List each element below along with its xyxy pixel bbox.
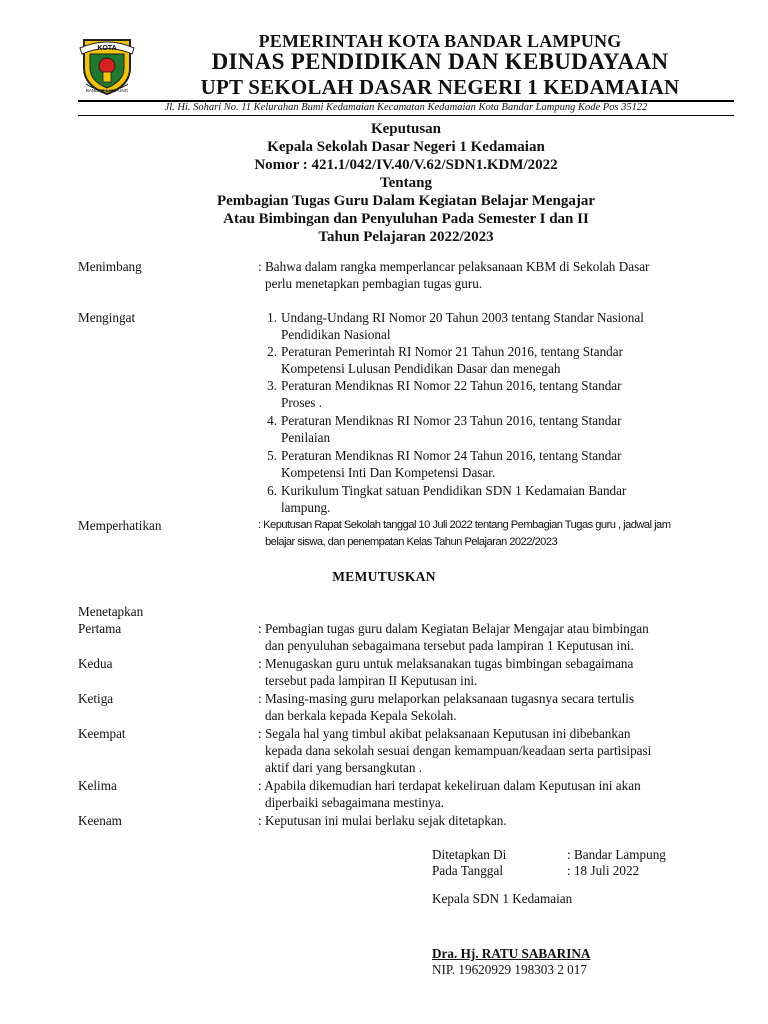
decree-subject-2: Atau Bimbingan dan Penyuluhan Pada Semester I dan II	[223, 211, 589, 227]
diktum-text: dan penyuluhan sebagaimana tersebut pada lampiran 1 Keputusan ini.	[265, 638, 634, 653]
diktum-text: aktif dari yang bersangkutan .	[265, 760, 423, 775]
ditetapkan-value: : Bandar Lampung	[567, 847, 666, 862]
diktum-label: Kelima	[78, 778, 117, 793]
diktum-label: Ketiga	[78, 691, 114, 706]
logo-text-top: KOTA	[97, 45, 117, 52]
item-line: Kurikulum Tingkat satuan Pendidikan SDN 1 Kedamaian Bandar	[281, 483, 627, 498]
mengingat-item	[267, 377, 736, 411]
diktum-text: : Apabila dikemudian hari terdapat kekeliruan dalam Keputusan ini akan	[258, 778, 641, 793]
mengingat-item	[267, 343, 736, 377]
diktum-label: Kedua	[78, 656, 113, 671]
diktum-text: dan berkala kepada Kepala Sekolah.	[265, 708, 457, 723]
item-number: 3.	[267, 378, 277, 393]
item-line: Kompetensi Inti Dan Kompetensi Dasar.	[281, 465, 496, 480]
item-line: Penilaian	[281, 430, 331, 445]
diktum-text: : Segala hal yang timbul akibat pelaksanaan Keputusan ini dibebankan	[258, 726, 631, 741]
diktum-text: : Masing-masing guru melaporkan pelaksanaan tugasnya secara tertulis	[258, 691, 635, 706]
diktum-text: : Menugaskan guru untuk melaksanakan tugas bimbingan sebagaimana	[258, 656, 634, 671]
header-rule-bottom	[78, 115, 734, 116]
diktum-label: Pertama	[78, 621, 122, 636]
mengingat-item	[267, 482, 736, 516]
item-line: Kompetensi Lulusan Pendidikan Dasar dan menegah	[281, 361, 561, 376]
mengingat-item	[267, 309, 736, 343]
signatory-position: Kepala SDN 1 Kedamaian	[432, 891, 573, 906]
header-department: DINAS PENDIDIKAN DAN KEBUDAYAAN	[211, 49, 669, 74]
item-line: Peraturan Mendiknas RI Nomor 24 Tahun 2016, tentang Standar	[281, 448, 622, 463]
header-address: Jl. Hi. Sohari No. 11 Kelurahan Bumi Kedamaian Kecamatan Kedamaian Kota Bandar Lampung Kode Pos 35122	[164, 102, 648, 113]
menimbang-text-2: perlu menetapkan pembagian tugas guru.	[265, 276, 483, 291]
ditetapkan-label: Ditetapkan Di	[432, 847, 507, 862]
diktum-label: Keenam	[78, 813, 122, 828]
mengingat-label: Mengingat	[78, 310, 136, 325]
item-number: 6.	[267, 483, 277, 498]
memperhatikan-text-2: belajar siswa, dan penempatan Kelas Tahun Pelajaran 2022/2023	[265, 536, 558, 548]
memperhatikan-label: Memperhatikan	[78, 518, 162, 533]
decree-subject-3: Tahun Pelajaran 2022/2023	[318, 229, 494, 245]
item-line: Peraturan Mendiknas RI Nomor 23 Tahun 2016, tentang Standar	[281, 413, 622, 428]
decree-subject-1: Pembagian Tugas Guru Dalam Kegiatan Belajar Mengajar	[216, 193, 596, 209]
menetapkan-label: Menetapkan	[78, 604, 144, 619]
diktum-label: Keempat	[78, 726, 126, 741]
item-number: 1.	[267, 310, 277, 325]
diktum-text: : Keputusan ini mulai berlaku sejak ditetapkan.	[258, 813, 507, 828]
decree-issuer: Kepala Sekolah Dasar Negeri 1 Kedamaian	[267, 139, 545, 155]
item-line: lampung.	[281, 500, 331, 515]
decree-title: Keputusan	[370, 121, 442, 137]
menimbang-text-1: : Bahwa dalam rangka memperlancar pelaksanaan KBM di Sekolah Dasar	[258, 259, 650, 274]
logo-text-bottom: BANDAR LAMPUNG	[85, 88, 129, 93]
diktum-text: diperbaiki sebagaimana mestinya.	[265, 795, 445, 810]
decree-number: Nomor : 421.1/042/IV.40/V.62/SDN1.KDM/2022	[254, 157, 558, 173]
signatory-name: Dra. Hj. RATU SABARINA	[432, 946, 591, 961]
menimbang-label: Menimbang	[78, 259, 142, 274]
diktum-text: tersebut pada lampiran II Keputusan ini.	[265, 673, 478, 688]
mengingat-item	[267, 447, 736, 481]
mengingat-item	[267, 412, 736, 446]
item-line: Proses .	[281, 395, 323, 410]
diktum-text: kepada dana sekolah sesuai dengan kemampuan/keadaan serta partisipasi	[265, 743, 652, 758]
item-line: Undang-Undang RI Nomor 20 Tahun 2003 tentang Standar Nasional	[281, 310, 644, 325]
item-number: 2.	[267, 344, 277, 359]
tanggal-value: : 18 Juli 2022	[567, 863, 640, 878]
item-line: Peraturan Pemerintah RI Nomor 21 Tahun 2016, tentang Standar	[281, 344, 623, 359]
header-government: PEMERINTAH KOTA BANDAR LAMPUNG	[258, 31, 622, 51]
tanggal-label: Pada Tanggal	[432, 863, 503, 878]
diktum-text: : Pembagian tugas guru dalam Kegiatan Belajar Mengajar atau bimbingan	[258, 621, 649, 636]
decree-tentang: Tentang	[380, 175, 432, 191]
city-emblem-logo	[76, 34, 138, 96]
item-line: Peraturan Mendiknas RI Nomor 22 Tahun 2016, tentang Standar	[281, 378, 622, 393]
item-number: 4.	[267, 413, 277, 428]
item-line: Pendidikan Nasional	[281, 327, 391, 342]
memutuskan-heading: MEMUTUSKAN	[332, 569, 436, 584]
header-school: UPT SEKOLAH DASAR NEGERI 1 KEDAMAIAN	[200, 75, 680, 99]
memperhatikan-text-1: : Keputusan Rapat Sekolah tanggal 10 Juli 2022 tentang Pembagian Tugas guru , jadwal jam	[258, 519, 671, 531]
signatory-nip: NIP. 19620929 198303 2 017	[432, 962, 587, 977]
item-number: 5.	[267, 448, 277, 463]
